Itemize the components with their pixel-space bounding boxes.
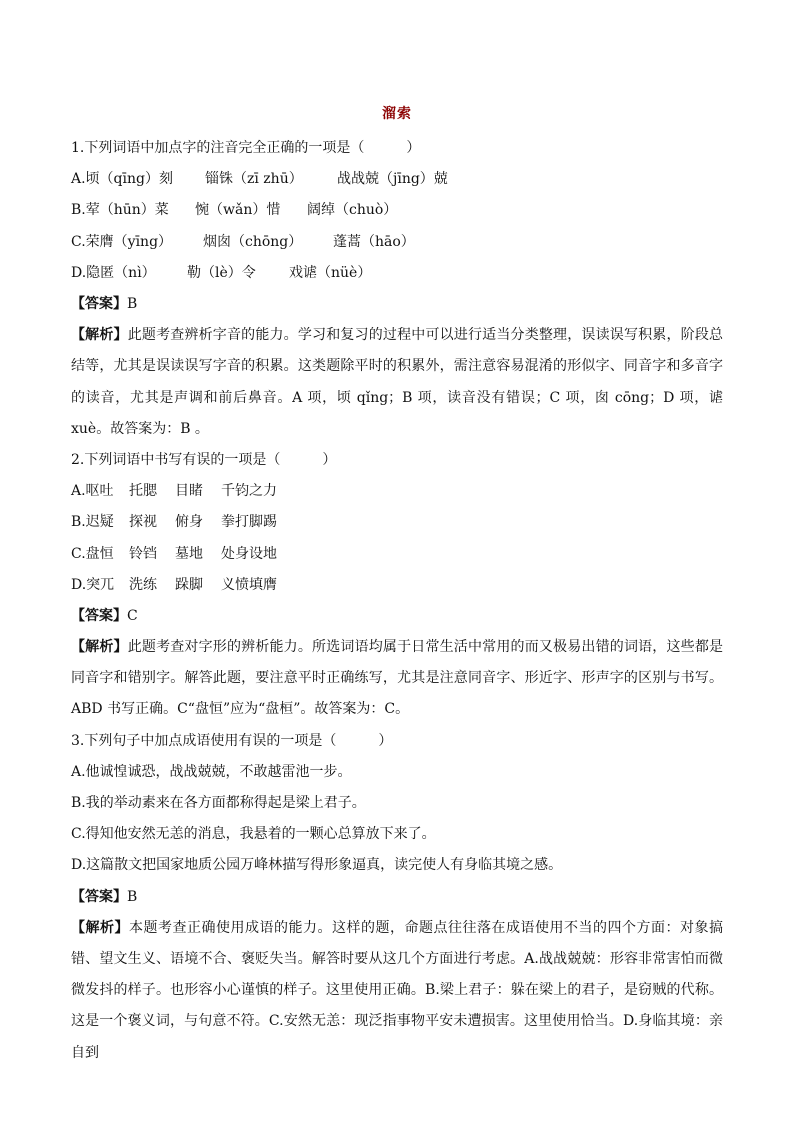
question-3-answer — [71, 882, 723, 913]
document-content — [71, 133, 723, 1069]
question-2-answer — [71, 601, 723, 632]
analysis-text: 本题考查正确使用成语的能力。这样的题，命题点往往落在成语使用不当的四个方面：对象搞错、望文生义、语境不合、褒贬失当。解答时要从这几个方面进行考虑。A.战战兢兢：形容非常害怕而微微发抖的样子。也形容小心谨慎的样子。这里使用正确。B.梁上君子：躲在梁上的君子，是窃贼的代称。这是一个褒义词，与句意不符。C.安然无恙：现泛指事物平安未遭损害。这里使用恰当。D.身临其境：亲自到 — [71, 919, 723, 1061]
question-1-option-a — [71, 164, 723, 195]
option-word: 洗练 — [129, 576, 157, 593]
question-1-analysis — [71, 320, 723, 445]
option-word: 锱铢（zī zhū） — [205, 171, 303, 188]
option-word: C.盘恒 — [71, 545, 114, 562]
option-word: 托腮 — [129, 483, 157, 500]
option-word: A.呕吐 — [71, 483, 114, 500]
answer-value: B — [127, 888, 138, 905]
option-word: C.荣膺（yīng） — [71, 233, 173, 250]
option-word: 阔绰（chuò） — [307, 202, 398, 219]
analysis-label: 【解析】 — [71, 327, 128, 344]
option-word: 戏谑（nüè） — [289, 264, 372, 281]
analysis-label: 【解析】 — [71, 639, 128, 656]
option-word: 俯身 — [175, 514, 203, 531]
question-1-option-c — [71, 227, 723, 258]
answer-label: 【答案】 — [71, 888, 127, 905]
answer-value: B — [127, 295, 138, 312]
question-2-analysis — [71, 632, 723, 726]
question-3-option-c: C.得知他安然无恙的消息，我悬着的一颗心总算放下来了。 — [71, 826, 436, 843]
option-word: 探视 — [129, 514, 157, 531]
option-word: 勒（lè）令 — [187, 264, 256, 281]
option-word: 拳打脚踢 — [221, 514, 277, 531]
question-1-stem: 1.下列词语中加点字的注音完全正确的一项是（ ） — [71, 140, 421, 156]
question-3-option-a: A.他诚惶诚恐，战战兢兢，不敢越雷池一步。 — [71, 763, 352, 780]
analysis-label: 【解析】 — [71, 919, 129, 936]
question-3-stem: 3.下列句子中加点成语使用有误的一项是（ ） — [71, 732, 393, 749]
question-2-option-d — [71, 570, 723, 601]
option-word: D.隐匿（nì） — [71, 264, 156, 281]
question-3-option-d: D.这篇散文把国家地质公园万峰林描写得形象逼真，读完使人有身临其境之感。 — [71, 857, 563, 874]
answer-label: 【答案】 — [71, 295, 127, 312]
question-2-stem: 2.下列词语中书写有误的一项是（ ） — [71, 451, 337, 468]
option-word: 目睹 — [175, 483, 203, 500]
question-1-answer — [71, 289, 723, 320]
document-title: 溜索 — [382, 106, 412, 122]
option-word: B.迟疑 — [71, 514, 114, 531]
analysis-text: 此题考查对字形的辨析能力。所选词语均属于日常生活中常用的而又极易出错的词语，这些都是同音字和错别字。解答此题，要注意平时正确练写，尤其是注意同音字、形近字、形声字的区别与书写。ABD 书写正确。C“盘恒”应为“盘桓”。故答案为：C。 — [71, 639, 724, 718]
question-2-option-c — [71, 539, 723, 570]
option-word: 铃铛 — [129, 545, 157, 562]
option-word: 烟囱（chōng） — [203, 233, 303, 250]
analysis-text: 此题考查辨析字音的能力。学习和复习的过程中可以进行适当分类整理，误读误写积累，阶段总结等，尤其是误读误写字音的积累。这类题除平时的积累外，需注意容易混淆的形似字、同音字和多音字的读音，尤其是声调和前后鼻音。A 项，顷 qǐng；B 项，读音没有错误；C 项，囱 cōng；D 项，谑 xuè。故答案为：B 。 — [71, 327, 724, 437]
question-2-option-a — [71, 476, 723, 507]
option-word: 千钧之力 — [221, 483, 277, 500]
question-3-option-b: B.我的举动素来在各方面都称得起是梁上君子。 — [71, 795, 366, 812]
option-word: 蓬蒿（hāo） — [333, 233, 415, 250]
option-word: D.突兀 — [71, 576, 115, 593]
option-word: A.顷（qīng）刻 — [71, 171, 173, 188]
question-1-option-d — [71, 258, 723, 289]
option-word: 跺脚 — [175, 576, 203, 593]
option-word: B.荤（hūn）菜 — [71, 202, 169, 219]
option-word: 处身设地 — [221, 545, 277, 562]
question-1-option-b — [71, 195, 723, 226]
option-word: 义愤填膺 — [221, 576, 277, 593]
question-2-option-b — [71, 507, 723, 538]
option-word: 战战兢（jīng）兢 — [337, 171, 448, 188]
option-word: 墓地 — [175, 545, 203, 562]
question-3-analysis — [71, 913, 723, 1069]
answer-value: C — [127, 607, 138, 624]
answer-label: 【答案】 — [71, 607, 127, 624]
option-word: 惋（wǎn）惜 — [195, 202, 281, 219]
